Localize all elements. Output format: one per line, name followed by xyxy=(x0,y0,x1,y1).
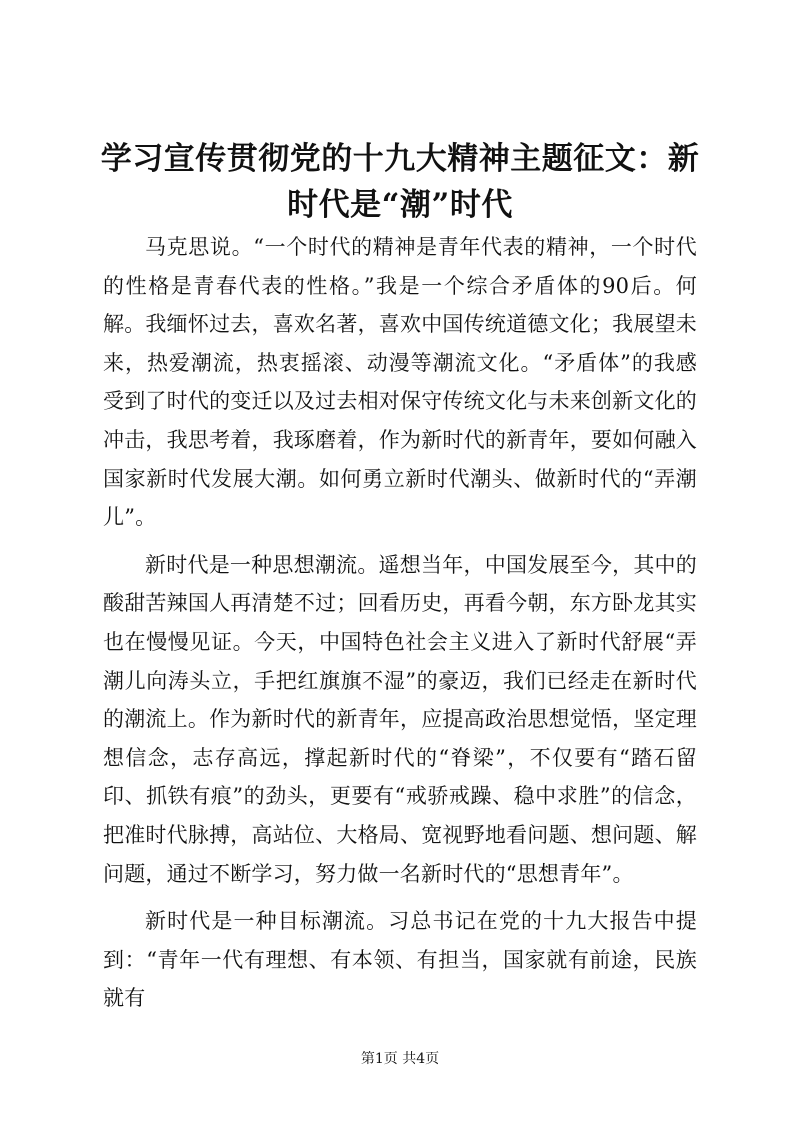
page-footer: 第1页 共4页 xyxy=(360,1051,440,1067)
document-body xyxy=(103,228,697,1027)
document-title: 学习宣传贯彻党的十九大精神主题征文：新时代是“潮”时代 xyxy=(100,141,700,223)
paragraph-2: 新时代是一种思想潮流。遥想当年，中国发展至今，其中的酸甜苦辣国人再清楚不过；回看历史，再看今朝，东方卧龙其实也在慢慢见证。今天，中国特色社会主义进入了新时代舒展“弄潮儿向涛头立，手把红旗旗不湿”的豪迈，我们已经走在新时代的潮流上。作为新时代的新青年，应提高政治思想觉悟，坚定理想信念，志存高远，撑起新时代的“脊梁”，不仅要有“踏石留印、抓铁有痕”的劲头，更要有“戒骄戒躁、稳中求胜”的信念，把准时代脉搏，高站位、大格局、宽视野地看问题、想问题、解问题，通过不断学习，努力做一名新时代的“思想青年”。 xyxy=(103,552,697,886)
paragraph-1: 马克思说。“一个时代的精神是青年代表的精神，一个时代的性格是青春代表的性格。”我是一个综合矛盾体的90后。何解。我缅怀过去，喜欢名著，喜欢中国传统道德文化；我展望未来，热爱潮流，热衷摇滚、动漫等潮流文化。“矛盾体”的我感受到了时代的变迁以及过去相对保守传统文化与未来创新文化的冲击，我思考着，我琢磨着，作为新时代的新青年，要如何融入国家新时代发展大潮。如何勇立新时代潮头、做新时代的“弄潮儿”。 xyxy=(103,235,697,530)
paragraph-3: 新时代是一种目标潮流。习总书记在党的十九大报告中提到：“青年一代有理想、有本领、有担当，国家就有前途，民族就有 xyxy=(103,909,697,1011)
